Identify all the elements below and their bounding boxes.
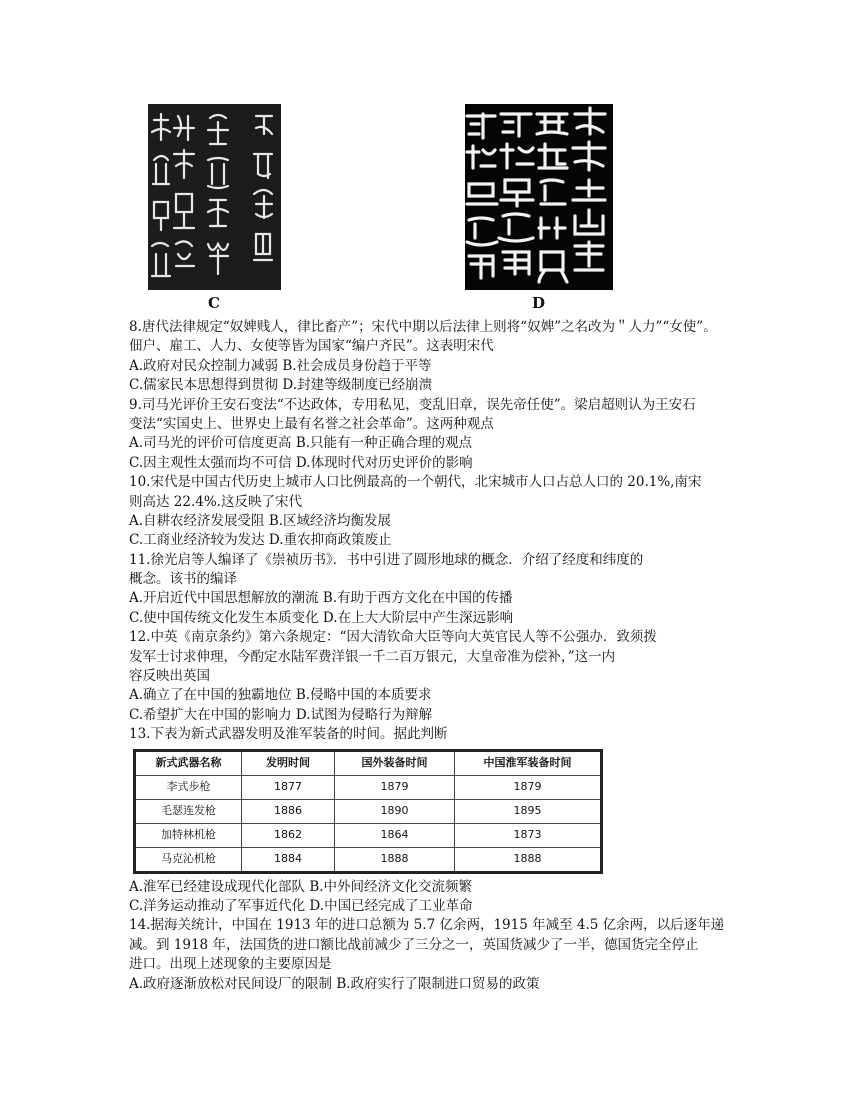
seal-script-glyphs xyxy=(148,104,281,290)
calligraphy-image-c xyxy=(148,104,281,290)
table-cell: 1886 xyxy=(242,799,335,823)
question-10 xyxy=(129,473,749,551)
question-11-options: C.使中国传统文化发生本质变化 D.在上大大阶层中产生深远影响 xyxy=(129,609,514,626)
question-13-options: C.洋务运动推动了军事近代化 D.中国已经完成了工业革命 xyxy=(129,897,473,914)
question-8-line: 佃户、雇工、人力、女使等皆为国家“编户齐民”。这表明宋代 xyxy=(129,338,494,355)
question-9-options: C.因主观性太强而均不可信 D.体现时代对历史评价的影响 xyxy=(129,454,473,471)
table-cell: 马克沁机枪 xyxy=(135,847,242,872)
question-8-options: A.政府对民众控制力减弱 B.社会成员身份趋于平等 xyxy=(129,357,432,374)
table-cell: 1864 xyxy=(335,823,455,847)
question-8 xyxy=(129,318,749,396)
question-10-line: 则高达 22.4%.这反映了宋代 xyxy=(129,493,302,510)
question-10-options: C.工商业经济较为发达 D.重农抑商政策废止 xyxy=(129,532,392,549)
table-row xyxy=(135,799,602,823)
table-header-row xyxy=(135,750,602,775)
question-9 xyxy=(129,396,749,474)
question-12 xyxy=(129,628,749,725)
image-c-caption: C xyxy=(208,294,220,312)
table-cell: 1862 xyxy=(242,823,335,847)
question-12-line: 12.中英《南京条约》第六条规定：“因大清钦命大臣等向大英官民人等不公强办．致须拨 xyxy=(129,629,657,646)
question-9-line: 9.司马光评价王安石变法“不达政体，专用私见，变乱旧章，误先帝任使”。梁启超则认为王安石 xyxy=(129,396,696,413)
table-cell: 1873 xyxy=(455,823,602,847)
question-14-line: 进口。出现上述现象的主要原因是 xyxy=(129,956,332,973)
question-11-line: 11.徐光启等人编译了《崇祯历书》．书中引进了圆形地球的概念．介绍了经度和纬度的 xyxy=(129,551,644,568)
image-d-caption: D xyxy=(532,294,546,312)
question-9-line: 变法“实国史上、世界史上最有名誉之社会革命”。这两种观点 xyxy=(129,415,494,432)
table-cell: 1884 xyxy=(242,847,335,872)
question-9-options: A.司马光的评价可信度更高 B.只能有一种正确合理的观点 xyxy=(129,435,473,452)
table-cell: 1877 xyxy=(242,775,335,799)
table-row xyxy=(135,823,602,847)
weapons-table xyxy=(133,749,603,874)
question-12-options: A.确立了在中国的独霸地位 B.侵略中国的本质要求 xyxy=(129,687,432,704)
table-row xyxy=(135,775,602,799)
question-13-options: A.淮军已经建设成现代化部队 B.中外间经济文化交流频繁 xyxy=(129,878,473,895)
question-10-line: 10.宋代是中国古代历史上城市人口比例最高的一个朝代，北宋城市人口占总人口的 20.1%,南宋 xyxy=(129,474,702,491)
question-11 xyxy=(129,551,749,629)
calligraphy-image-d xyxy=(465,104,613,290)
question-14-options: A.政府逐渐放松对民间设厂的限制 B.政府实行了限制进口贸易的政策 xyxy=(129,975,540,992)
table-cell: 毛瑟连发枪 xyxy=(135,799,242,823)
table-cell: 1895 xyxy=(455,799,602,823)
question-14-line: 14.据海关统计，中国在 1913 年的进口总额为 5.7 亿余两，1915 年减至 4.5 亿余两，以后逐年递 xyxy=(129,917,725,934)
table-cell: 1879 xyxy=(455,775,602,799)
table-cell: 1888 xyxy=(455,847,602,872)
question-8-options: C.儒家民本思想得到贯彻 D.封建等级制度已经崩溃 xyxy=(129,377,433,394)
question-13 xyxy=(129,725,749,916)
clerical-script-glyphs xyxy=(465,104,613,290)
table-header-cell: 新式武器名称 xyxy=(135,750,242,775)
table-cell: 1888 xyxy=(335,847,455,872)
table-header-cell: 中国淮军装备时间 xyxy=(455,750,602,775)
question-12-options: C.希望扩大在中国的影响力 D.试图为侵略行为辩解 xyxy=(129,706,433,723)
question-14-line: 减。到 1918 年，法国货的进口额比战前减少了三分之一，英国货减少了一半，德国货完全停止 xyxy=(129,936,699,953)
question-8-line: 8.唐代法律规定“奴婢贱人，律比畜产”；宋代中期以后法律上则将“奴婢”之名改为＂人力”“女使”。 xyxy=(129,319,717,335)
table-row xyxy=(135,847,602,872)
question-12-line: 发军士讨求伸理，今酌定水陆军费洋银一千二百万银元，大皇帝准为偿补，”这一内 xyxy=(129,648,616,665)
question-12-line: 容反映出英国 xyxy=(129,668,210,685)
table-cell: 加特林机枪 xyxy=(135,823,242,847)
table-header-cell: 国外装备时间 xyxy=(335,750,455,775)
table-cell: 李式步枪 xyxy=(135,775,242,799)
question-10-options: A.自耕农经济发展受阻 B.区域经济均衡发展 xyxy=(129,512,392,529)
question-11-options: A.开启近代中国思想解放的潮流 B.有助于西方文化在中国的传播 xyxy=(129,590,513,607)
question-13-line: 13.下表为新式武器发明及淮军装备的时间。据此判断 xyxy=(129,726,448,743)
table-cell: 1879 xyxy=(335,775,455,799)
question-14 xyxy=(129,916,749,994)
question-list xyxy=(129,318,749,994)
table-header-cell: 发明时间 xyxy=(242,750,335,775)
table-cell: 1890 xyxy=(335,799,455,823)
question-11-line: 概念。该书的编译 xyxy=(129,571,237,588)
